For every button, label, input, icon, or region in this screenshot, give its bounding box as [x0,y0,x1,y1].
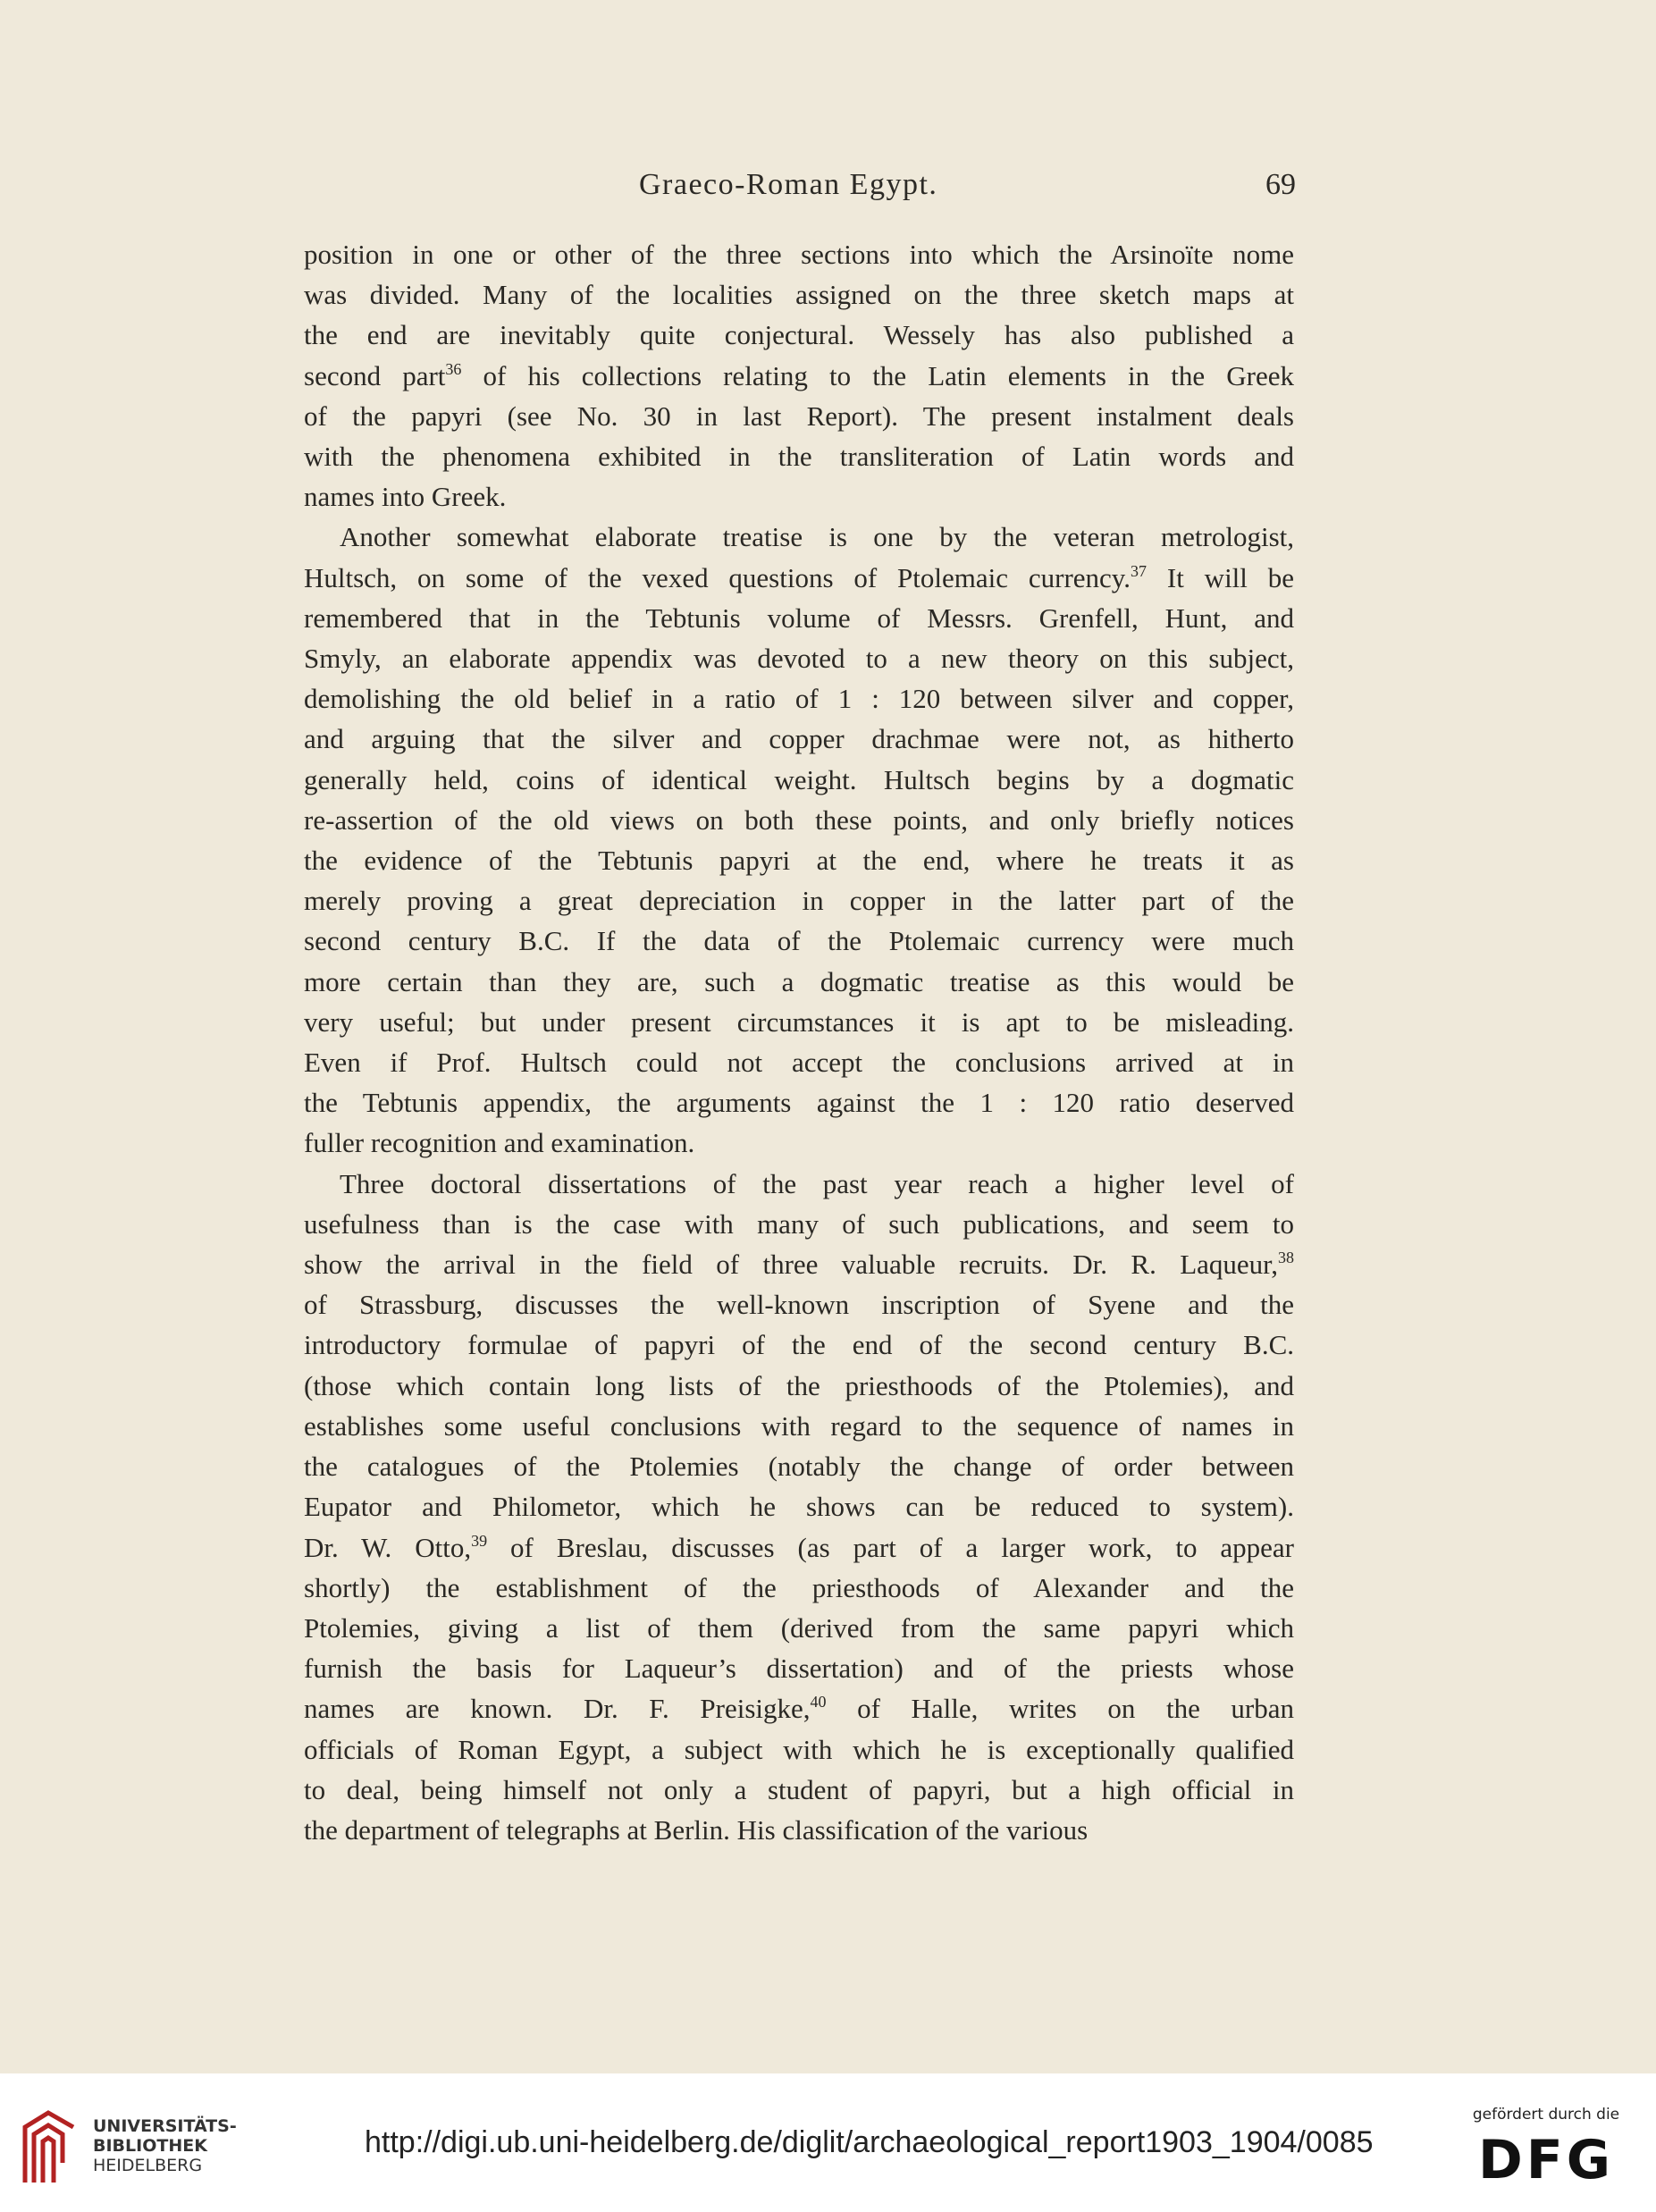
text-line [304,356,1294,396]
source-url-link[interactable]: http://digi.ub.uni-heidelberg.de/diglit/archaeological_report1903_1904/0085 [365,2125,1374,2159]
text-fragment: Dr. W. Otto, [304,1531,472,1563]
text-line: the evidence of the Tebtunis papyri at the end, where he treats it as [304,845,1294,877]
text-line: of Strassburg, discusses the well-known inscription of Syene and the [304,1289,1294,1321]
text-line: the Tebtunis appendix, the arguments against the 1 : 120 ratio deserved [304,1087,1294,1119]
text-line: shortly) the establishment of the priesthoods of Alexander and the [304,1571,1294,1603]
text-line: Even if Prof. Hultsch could not accept the conclusions arrived at in [304,1047,1294,1079]
footnote-marker: 40 [810,1693,827,1712]
text-line: Ptolemies, giving a list of them (derived from the same papyri which [304,1611,1294,1644]
text-line: and arguing that the silver and copper drachmae were not, as hitherto [304,723,1294,755]
library-name [93,2116,237,2175]
text-line: merely proving a great depreciation in copper in the latter part of the [304,885,1294,917]
text-line: more certain than they are, such a dogmatic treatise as this would be [304,965,1294,997]
text-fragment: second part [304,359,446,391]
library-logo-icon [21,2109,77,2186]
text-line: usefulness than is the case with many of such publications, and seem to [304,1207,1294,1240]
text-line: position in one or other of the three sections into which the Arsinoïte nome [304,239,1294,270]
text-fragment: It will be [1147,561,1295,593]
text-line: Eupator and Philometor, which he shows can be reduced to system). [304,1491,1294,1523]
text-line: names into Greek. [304,481,507,513]
body-text [304,234,1294,1850]
footer-bar [0,2073,1656,2212]
text-line: of the papyri (see No. 30 in last Report). The present instalment deals [304,400,1294,432]
text-fragment: Hultsch, on some of the vexed questions of Ptolemaic currency. [304,561,1131,593]
text-line [304,558,1294,598]
footnote-marker: 37 [1131,561,1147,580]
footnote-marker: 38 [1278,1249,1294,1267]
text-line: (those which contain long lists of the priesthoods of the Ptolemies), and [304,1369,1294,1401]
footnote-marker: 36 [445,359,462,378]
running-title: Graeco-Roman Egypt. [639,168,938,201]
library-name-line: UNIVERSITÄTS- [93,2116,237,2136]
dfg-logo: DFG [1477,2129,1615,2191]
text-line: introductory formulae of papyri of the end of the second century B.C. [304,1329,1294,1361]
library-name-line: HEIDELBERG [93,2156,203,2175]
text-line: very useful; but under present circumstances it is apt to be misleading. [304,1005,1294,1038]
text-line: officials of Roman Egypt, a subject with which he is exceptionally qualified [304,1733,1294,1765]
text-line: the end are inevitably quite conjectural. Wessely has also published a [304,319,1294,351]
text-line: was divided. Many of the localities assigned on the three sketch maps at [304,279,1294,311]
text-line: the catalogues of the Ptolemies (notably the change of order between [304,1451,1294,1483]
text-line: the department of telegraphs at Berlin. His classification of the various [304,1813,1089,1846]
text-fragment: names are known. Dr. F. Preisigke, [304,1693,811,1725]
text-line: with the phenomena exhibited in the transliteration of Latin words and [304,441,1294,473]
text-line: fuller recognition and examination. [304,1127,695,1159]
text-line [304,1527,1294,1568]
text-line: Smyly, an elaborate appendix was devoted to a new theory on this subject, [304,643,1294,675]
text-line: remembered that in the Tebtunis volume of Messrs. Grenfell, Hunt, and [304,601,1294,634]
text-fragment: show the arrival in the field of three valuable recruits. Dr. R. Laqueur, [304,1249,1278,1281]
text-line: Another somewhat elaborate treatise is one by the veteran metrologist, [340,521,1294,553]
footnote-marker: 39 [471,1531,488,1550]
text-line: re-assertion of the old views on both these points, and only briefly notices [304,803,1294,836]
text-fragment: of his collections relating to the Latin elements in the Greek [461,359,1294,391]
sponsor-label: gefördert durch die [1472,2106,1620,2124]
text-line: furnish the basis for Laqueur’s dissertation) and of the priests whose [304,1653,1294,1685]
text-line: demolishing the old belief in a ratio of 1 : 120 between silver and copper, [304,683,1294,715]
text-line [304,1244,1294,1284]
text-line [304,1688,1294,1728]
library-name-line: BIBLIOTHEK [93,2136,207,2156]
text-line: Three doctoral dissertations of the past year reach a higher level of [340,1167,1294,1199]
running-header [295,168,1296,213]
text-line: to deal, being himself not only a student of papyri, but a high official in [304,1773,1294,1805]
text-fragment: of Breslau, discusses (as part of a larger work, to appear [487,1531,1294,1563]
text-line: generally held, coins of identical weight. Hultsch begins by a dogmatic [304,763,1294,795]
text-fragment: of Halle, writes on the urban [826,1693,1295,1725]
text-line: second century B.C. If the data of the Ptolemaic currency were much [304,925,1294,957]
page-number: 69 [1265,168,1296,201]
text-line: establishes some useful conclusions with regard to the sequence of names in [304,1409,1294,1442]
sponsor-block [1461,2106,1631,2191]
